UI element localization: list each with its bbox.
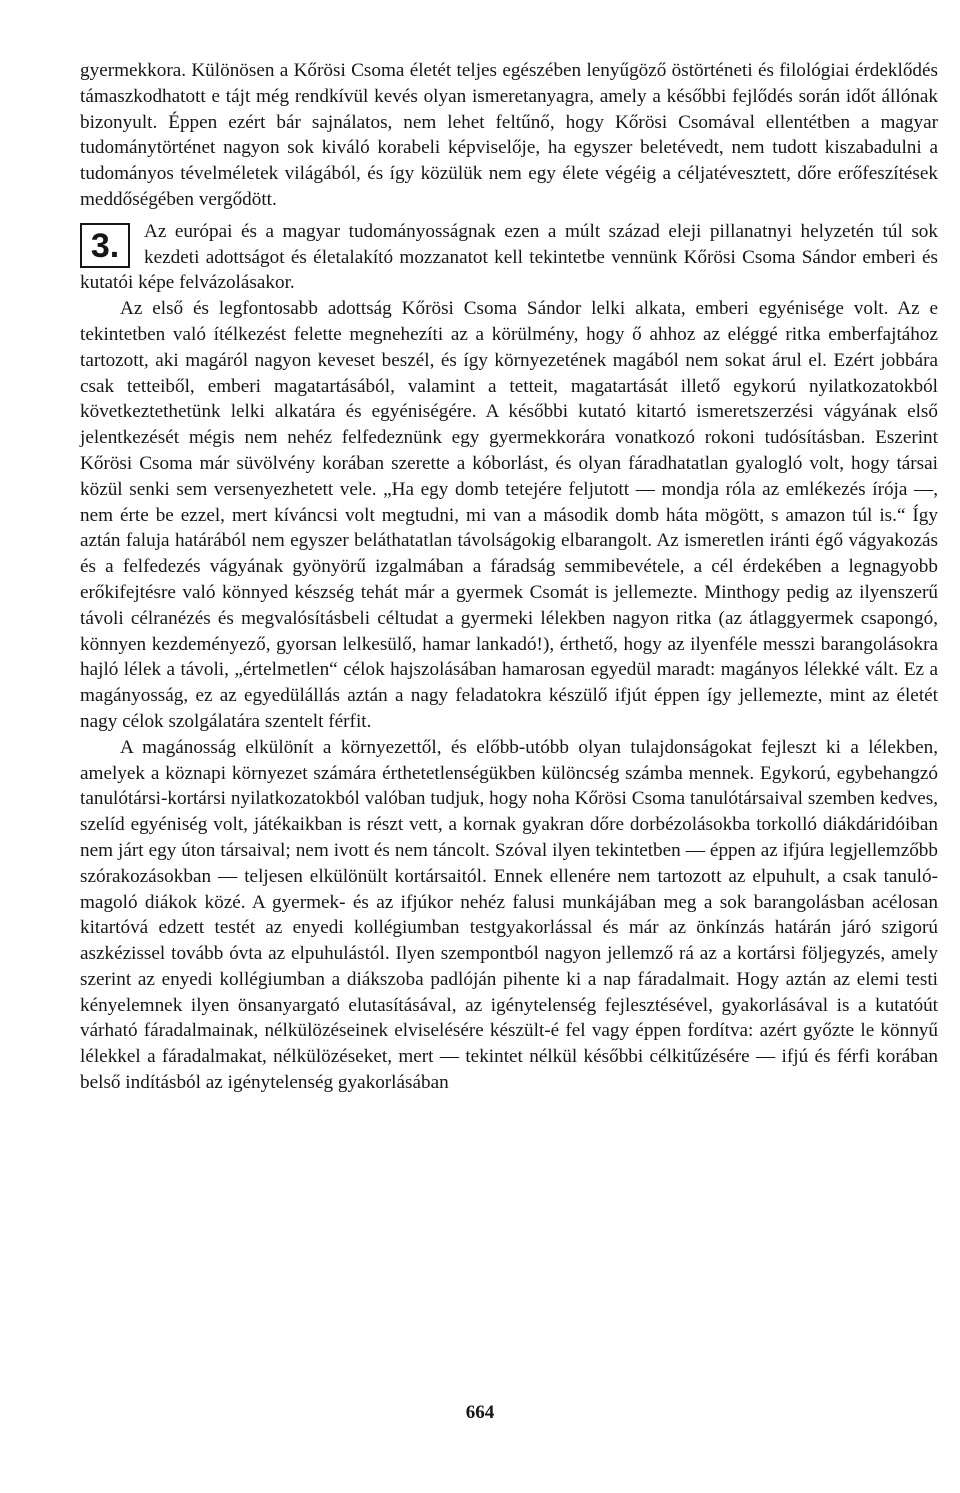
page-number: 664 — [465, 1402, 495, 1423]
paragraph: Az európai és a magyar tudományosságnak ezen a múlt század eleji pillanatnyi helyzetén túl sok kezdeti adottságot és életalakító mozzanatot kell tekintetbe vennünk Kőrösi Csoma Sándor emberi és kutatói képe felvázolásakor. — [80, 220, 938, 294]
paragraph: gyermekkora. Különösen a Kőrösi Csoma életét teljes egészében lenyűgöző östörténeti és filológiai érdeklődés támaszkodhatott e tájt még rendkívül kevés olyan ismeretanyagra, amely a későbbi fejlődés során időt állónak bizonyult. Éppen ezért bár sajnálatos, nem lehet feltűnő, hogy Kőrösi Csomával ellentétben a magyar tudománytörténet nagyon sok kiváló korabeli képviselője, ha egyszer beletévedt, nem tudott kiszabadulni a tudományos tévelméletek világából, és így közülük nem egy élete végéig a céljatévesztett, dőre erőfeszítések meddőségében vergődött. — [80, 60, 938, 210]
page-body — [80, 58, 938, 1096]
paragraph: A magánosság elkülönít a környezettől, és előbb-utóbb olyan tulajdonságokat fejleszt ki a lélekben, amelyek a köznapi környezet számára érthetetlenségükben különcség számba mennek. Egykorú, egybehangzó tanulótársi-kortársi nyilatkozatokból valóban tudjuk, hogy noha Kőrösi Csoma tanulótársaival szemben kedves, szelíd egyéniség volt, játékaikban is részt vett, a kornak gyakran dőre dorbézolásokba torkolló diákdáridóiban nem járt egy úton társaival; nem ivott és nem táncolt. Szóval ilyen tekintetben — éppen az ifjúra legjellemzőbb szórakozásokban — teljesen elkülönült kortársaitól. Ennek ellenére nem tartozott az elpuhult, a csak tanuló-magoló diákok közé. A gyermek- és az ifjúkor nehéz falusi munkájában meg a sok barangolásban acélosan kitartóvá edzett testét az enyedi kollégiumban testgyakorlással és már az önkínzás határán járó szigorú aszkézissel tovább óvta az elpuhulástól. Ilyen szempontból nagyon jellemző rá az a kortársi följegyzés, amely szerint az enyedi kollégiumban a diákszoba padlóján pihente ki a nap fáradalmait. Hogy aztán az elemi testi kényelemnek ilyen önsanyargató elutasításával, az igénytelenség fejlesztésével, gyakorlásával is a kutatóút várható fáradalmainak, nélkülözéseinek elviselésére készült-é fel vagy éppen fordítva: azért győzte le könnyű lélekkel a fáradalmakat, nélkülözéseket, mert — tekintet nélkül későbbi célkitűzésére — ifjú és férfi korában belső indításból az igénytelenség gyakorlásában — [80, 736, 938, 1094]
section-number-box: 3. — [80, 223, 130, 268]
paragraph: Az első és legfontosabb adottság Kőrösi Csoma Sándor lelki alkata, emberi egyénisége volt. Az e tekintetben való ítélkezést felette megnehezíti az a körülmény, hogy ő ahhoz az eléggé ritka emberfajtához tartozott, aki magáról nagyon keveset beszél, és így környezetének magából nem sokat árul el. Ezért jobbára csak tetteiből, emberi magatartásából, valamint a tetteit, magatartását illető egykorú nyilatkozatokból következtethetünk lelki alkatára és egyéniségére. A későbbi kutató kitartó ismeretszerzési vágyának első jelentkezését mégis nem nehéz felfedeznünk egy gyermekkorára vonatkozó rokoni tudósításban. Eszerint Kőrösi Csoma már süvölvény korában szerette a kóborlást, és olyan fáradhatatlan gyalogló volt, hogy társai közül senki sem versenyezhetett vele. „Ha egy domb tetejére feljutott — mondja róla az emlékezés írója —, nem érte be ezzel, mert kíváncsi volt megtudni, mi van a második domb háta mögött, s amazon túl is.“ Így aztán faluja határából nem egyszer beláthatatlan távolságokig elbarangolt. Az ismeretlen iránti égő vágyakozás és a felfedezés vágyának gyönyörű izgalmában a fáradság semmibevétele, a cél érdekében a legnagyobb erőkifejtésre való könnyed készség tehát már a gyermek Csomát is jellemezte. Minthogy pedig az ilyenszerű távoli célranézés és megvalósításbeli céltudat a gyermeki lélekben nagyon ritka (az átlaggyermek csapongó, könnyen kezdeményező, gyorsan lelkesülő, hamar lankadó!), érthető, hogy az ilyenféle messzi barangolásokra hajló lélek a távoli, „értelmetlen“ célok hajszolásában hamarosan egyedül maradt: magányos lélekké vált. Ez a magányosság, ez az egyedülállás aztán a nagy feladatokra készülő ifjút éppen így jellemezte, mint az életét nagy célok szolgálatára szentelt férfit. — [80, 298, 938, 732]
section-3 — [80, 219, 938, 296]
